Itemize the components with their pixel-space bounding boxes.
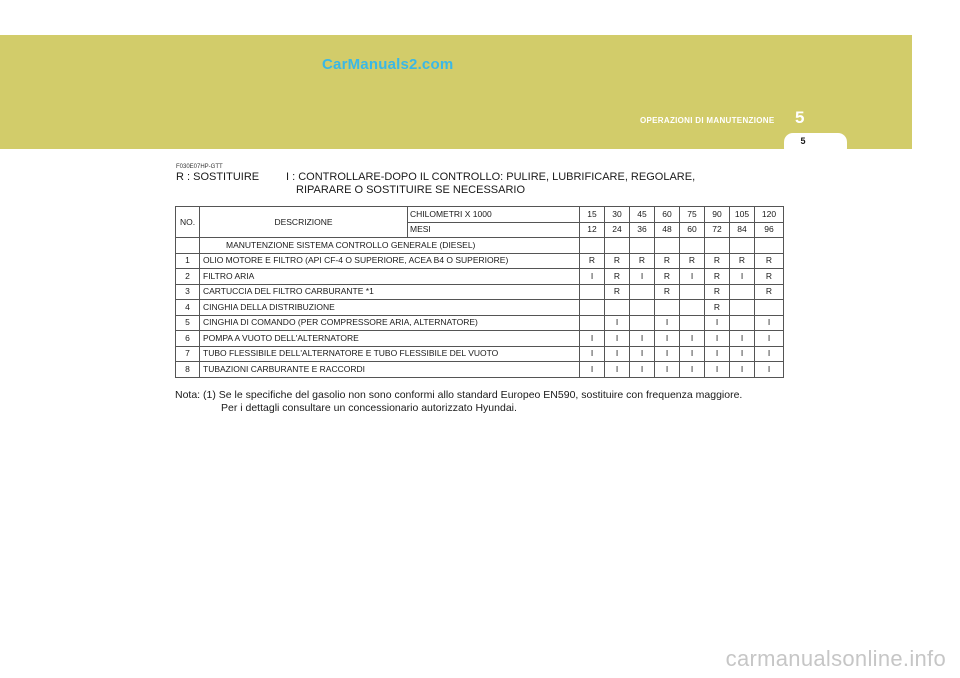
interval-cell: I	[605, 315, 630, 331]
interval-cell: I	[680, 331, 705, 347]
row-description: CINGHIA DELLA DISTRIBUZIONE	[200, 300, 580, 316]
interval-cell: I	[680, 269, 705, 285]
table-row	[176, 331, 784, 347]
legend-replace: R : SOSTITUIRE	[176, 171, 260, 183]
interval-cell: I	[755, 346, 784, 362]
row-number: 7	[176, 346, 200, 362]
row-description: FILTRO ARIA	[200, 269, 580, 285]
section-cell	[630, 238, 655, 254]
interval-cell: I	[705, 346, 730, 362]
interval-cell: I	[605, 331, 630, 347]
interval-cell	[730, 315, 755, 331]
interval-cell	[730, 284, 755, 300]
page-number: 5	[800, 136, 806, 146]
interval-cell: I	[630, 331, 655, 347]
row-description: OLIO MOTORE E FILTRO (API CF-4 O SUPERIORE, ACEA B4 O SUPERIORE)	[200, 253, 580, 269]
table-row	[176, 300, 784, 316]
row-description: TUBAZIONI CARBURANTE E RACCORDI	[200, 362, 580, 378]
interval-cell: I	[730, 346, 755, 362]
chapter-number: 5	[795, 108, 805, 127]
interval-cell: R	[680, 253, 705, 269]
interval-cell	[580, 300, 605, 316]
table-row	[176, 253, 784, 269]
interval-cell: R	[705, 269, 730, 285]
section-cell	[680, 238, 705, 254]
row-description: TUBO FLESSIBILE DELL'ALTERNATORE E TUBO FLESSIBILE DEL VUOTO	[200, 346, 580, 362]
row-description: CINGHIA DI COMANDO (PER COMPRESSORE ARIA, ALTERNATORE)	[200, 315, 580, 331]
months-cell: 72	[705, 222, 730, 238]
row-number: 1	[176, 253, 200, 269]
interval-cell: R	[755, 269, 784, 285]
interval-cell: I	[605, 346, 630, 362]
interval-cell: R	[755, 284, 784, 300]
interval-cell	[630, 315, 655, 331]
months-cell: 24	[605, 222, 630, 238]
interval-cell	[680, 315, 705, 331]
interval-cell: R	[730, 253, 755, 269]
watermark: carmanualsonline.info	[725, 646, 946, 671]
interval-cell: R	[605, 253, 630, 269]
km-cell: 45	[630, 207, 655, 223]
interval-cell: I	[730, 362, 755, 378]
interval-cell: I	[605, 362, 630, 378]
km-cell: 90	[705, 207, 730, 223]
section-cell	[705, 238, 730, 254]
brand-link[interactable]: CarManuals2.com	[322, 56, 454, 73]
header-band	[0, 35, 912, 149]
row-description: CARTUCCIA DEL FILTRO CARBURANTE *1	[200, 284, 580, 300]
table-row	[176, 362, 784, 378]
table-row	[176, 284, 784, 300]
document-code: F030E07HP-GTT	[176, 164, 223, 170]
interval-cell: I	[705, 362, 730, 378]
interval-cell: I	[705, 315, 730, 331]
interval-cell	[630, 300, 655, 316]
interval-cell	[680, 300, 705, 316]
section-cell	[655, 238, 680, 254]
interval-cell: I	[630, 269, 655, 285]
table-row	[176, 315, 784, 331]
interval-cell: R	[605, 269, 630, 285]
interval-cell: R	[605, 284, 630, 300]
interval-cell: I	[755, 362, 784, 378]
legend-inspect-line1: I : CONTROLLARE-DOPO IL CONTROLLO: PULIRE, LUBRIFICARE, REGOLARE,	[286, 171, 696, 183]
interval-cell: I	[655, 331, 680, 347]
section-row	[176, 238, 784, 254]
interval-cell	[680, 284, 705, 300]
interval-cell	[630, 284, 655, 300]
interval-cell: I	[705, 331, 730, 347]
interval-cell: R	[655, 284, 680, 300]
row-number: 4	[176, 300, 200, 316]
interval-cell: R	[630, 253, 655, 269]
interval-cell	[655, 300, 680, 316]
interval-cell: I	[655, 362, 680, 378]
interval-cell	[605, 300, 630, 316]
interval-cell: I	[680, 362, 705, 378]
legend-inspect-line2: RIPARARE O SOSTITUIRE SE NECESSARIO	[296, 184, 526, 196]
table-row	[176, 346, 784, 362]
note-line2: Per i dettagli consultare un concessionario autorizzato Hyundai.	[221, 402, 517, 414]
km-cell: 30	[605, 207, 630, 223]
header-row-km	[176, 207, 784, 223]
months-cell: 12	[580, 222, 605, 238]
row-number: 3	[176, 284, 200, 300]
km-cell: 60	[655, 207, 680, 223]
interval-cell: R	[705, 253, 730, 269]
maintenance-table	[175, 206, 784, 378]
interval-cell	[755, 300, 784, 316]
interval-cell: R	[655, 269, 680, 285]
interval-cell: I	[755, 315, 784, 331]
section-cell	[755, 238, 784, 254]
table-row	[176, 269, 784, 285]
interval-cell: I	[630, 346, 655, 362]
interval-cell: I	[580, 362, 605, 378]
interval-cell: I	[580, 331, 605, 347]
interval-cell	[580, 315, 605, 331]
interval-cell: I	[580, 269, 605, 285]
months-cell: 96	[755, 222, 784, 238]
interval-cell: I	[680, 346, 705, 362]
section-title-cell: MANUTENZIONE SISTEMA CONTROLLO GENERALE (DIESEL)	[200, 238, 580, 254]
row-number: 2	[176, 269, 200, 285]
no-header: NO.	[176, 207, 200, 238]
interval-cell: R	[705, 300, 730, 316]
months-header: MESI	[408, 222, 580, 238]
km-cell: 120	[755, 207, 784, 223]
interval-cell: R	[655, 253, 680, 269]
interval-cell: I	[730, 331, 755, 347]
row-number: 5	[176, 315, 200, 331]
interval-cell	[580, 284, 605, 300]
interval-cell: R	[755, 253, 784, 269]
interval-cell: I	[655, 346, 680, 362]
months-cell: 60	[680, 222, 705, 238]
note	[175, 389, 742, 415]
section-title: OPERAZIONI DI MANUTENZIONE	[640, 116, 775, 125]
months-cell: 36	[630, 222, 655, 238]
row-number: 8	[176, 362, 200, 378]
interval-cell: R	[580, 253, 605, 269]
km-cell: 75	[680, 207, 705, 223]
months-cell: 84	[730, 222, 755, 238]
description-header: DESCRIZIONE	[200, 207, 408, 238]
interval-cell: I	[655, 315, 680, 331]
km-header: CHILOMETRI X 1000	[408, 207, 580, 223]
months-cell: 48	[655, 222, 680, 238]
km-cell: 105	[730, 207, 755, 223]
interval-cell: I	[730, 269, 755, 285]
interval-cell	[730, 300, 755, 316]
row-description: POMPA A VUOTO DELL'ALTERNATORE	[200, 331, 580, 347]
km-cell: 15	[580, 207, 605, 223]
interval-cell: I	[630, 362, 655, 378]
section-cell	[580, 238, 605, 254]
interval-cell: I	[580, 346, 605, 362]
row-number: 6	[176, 331, 200, 347]
note-line1: Nota: (1) Se le specifiche del gasolio non sono conformi allo standard Europeo EN590, sostituire con frequenza maggiore.	[175, 389, 743, 401]
section-cell	[605, 238, 630, 254]
interval-cell: I	[755, 331, 784, 347]
interval-cell: R	[705, 284, 730, 300]
section-no-cell	[176, 238, 200, 254]
section-cell	[730, 238, 755, 254]
